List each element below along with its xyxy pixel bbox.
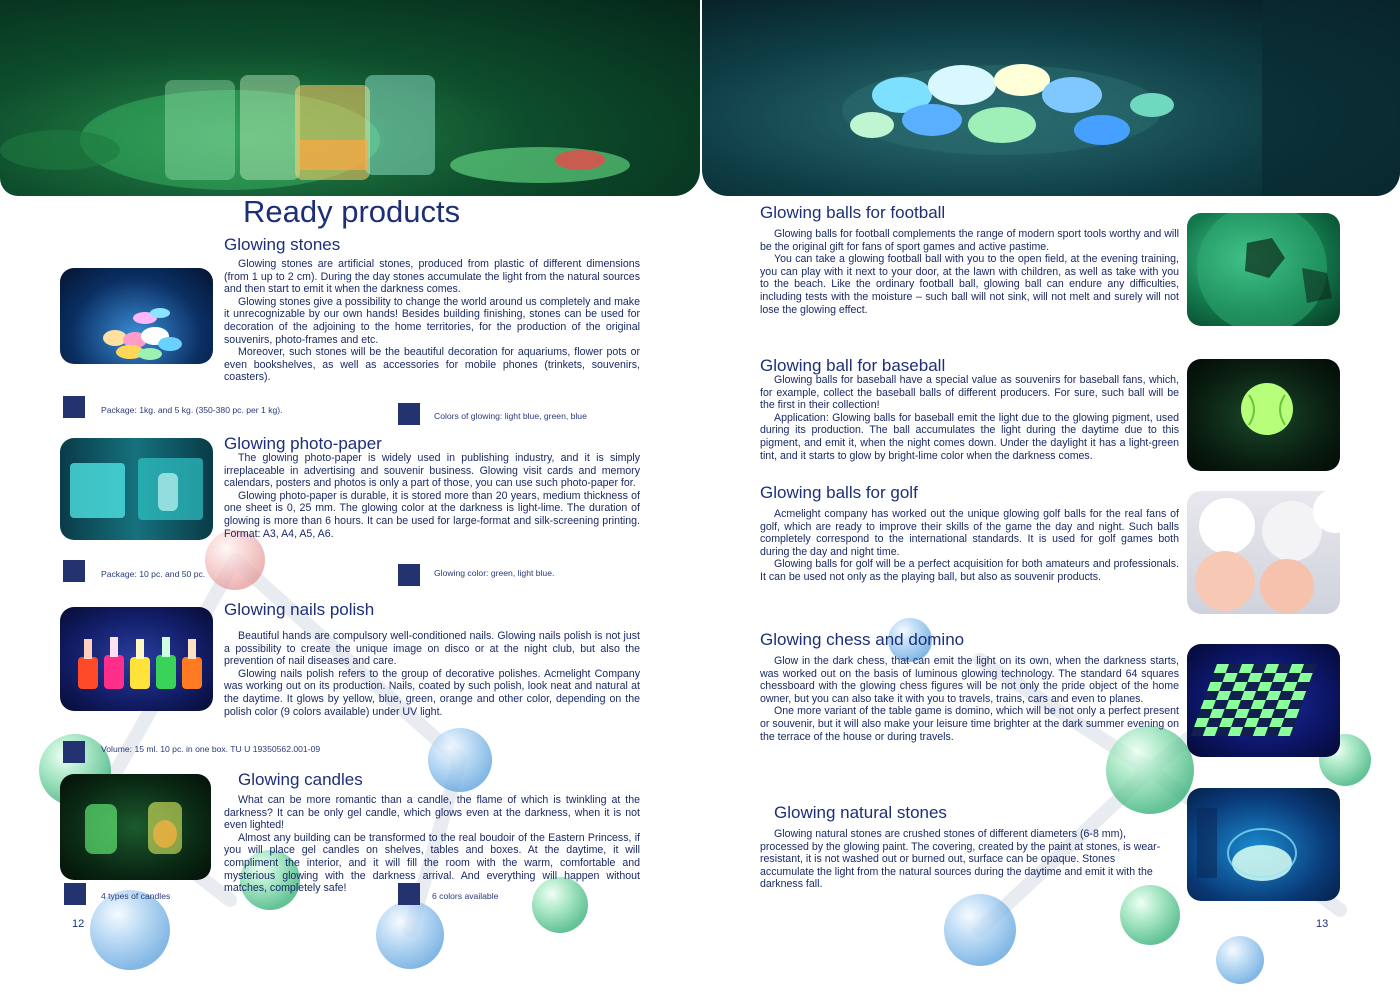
package-note: Package: 10 pc. and 50 pc. bbox=[101, 569, 206, 579]
paragraph: Glowing balls for golf will be a perfect acquisition for both amateurs and professionals. It can be used not only as the playing ball, but also as souvenir products. bbox=[760, 558, 1179, 583]
glowing-candles-text bbox=[224, 794, 640, 895]
banner-left-illustration bbox=[0, 0, 700, 196]
glowing-candles-photo bbox=[60, 774, 211, 880]
glowing-baseball-photo bbox=[1187, 359, 1340, 471]
paragraph: Glowing stones are artificial stones, produced from plastic of different dimensions (from 1 up to 2 cm). During the day stones accumulate the light from the natural sources and then start to emit it when the darkness comes. bbox=[224, 258, 640, 296]
paragraph: The glowing photo-paper is widely used in publishing industry, and it is simply irreplaceable in advertising and souvenir business. Glowing visit cards and memory calendars, posters and photos is only a part of those, you can use such photo-paper for. bbox=[224, 452, 640, 490]
package-icon bbox=[63, 741, 85, 763]
paragraph: What can be more romantic than a candle, the flame of which is twinkling at the darkness? It can be only gel candle, which glows even at the darkness, when it is not even lighted! bbox=[224, 794, 640, 832]
glowing-nails-polish-text bbox=[224, 630, 640, 718]
paragraph: Glowing natural stones are crushed stones of different diameters (6-8 mm), processed by the glowing paint. The covering, created by the paint at stones, is wear-resistant, it is not washed out or burned out, surface can be opaque. Stones accumulate the light from the natural sources during the daytime and emit it with the darkness fall. bbox=[760, 828, 1161, 891]
paragraph: Glowing stones give a possibility to change the world around us completely and make it unrecognizable by our own hands! Besides building finishing, stones can be used for decoration of the adjoining to the home territories, for the production of the original souvenirs, photo-frames and etc. bbox=[224, 295, 640, 346]
section-title-glowing-candles: Glowing candles bbox=[238, 770, 363, 789]
volume-note: Volume: 15 ml. 10 pc. in one box. TU U 19350562.001-09 bbox=[101, 744, 321, 754]
section-title-glowing-nails-polish: Glowing nails polish bbox=[224, 600, 375, 619]
section-title-glowing-ball-baseball: Glowing ball for baseball bbox=[760, 356, 946, 375]
section-title-glowing-photo-paper: Glowing photo-paper bbox=[224, 434, 382, 453]
paragraph: One more variant of the table game is domino, which will be not only a perfect present or souvenir, but it will also make your leisure time brighter at the dark summer evening on the terrace of the house or during travels. bbox=[760, 705, 1179, 743]
banner-glowing-candles-photo bbox=[0, 0, 700, 196]
colors-icon bbox=[398, 403, 420, 425]
glowing-photo-paper-photo bbox=[60, 438, 213, 540]
paragraph: Almost any building can be transformed to the real boudoir of the Eastern Princess, if you will place gel candles on shelves, tables and boxes. At the daytime, it will compliment the interior, and it will fill the room with the warm, comfortable and mysterious glowing with the darkness arrival. And everything will happen without matches, completely safe! bbox=[224, 831, 640, 895]
paragraph: You can take a glowing football ball with you to the open field, at the evening training, you can play with it next to your door, at the lawn with children, as well as take with you to the beach. Like the ordinary football ball, glowing ball can endure any difficulties, including tests with the moisture – such ball will not sink, will not melt and surely will not lose the glowing effect. bbox=[760, 253, 1179, 316]
paragraph: Glowing nails polish refers to the group of decorative polishes. Acmelight Company was working out on its production. Nails, coated by such polish, look neat and natural at the daytime. It glows by yellow, blue, green, orange and other color, depending on the polish color (9 colors available) under UV light. bbox=[224, 667, 640, 718]
glowing-natural-stones-photo bbox=[1187, 788, 1340, 901]
paragraph: Glowing photo-paper is durable, it is stored more than 20 years, medium thickness of one sheet is 0, 25 mm. The glowing color at the darkness is light-lime. The duration of glowing is more than 6 hours. It can be used for large-format and silk-screening printing. Format: A3, A4, A5, A6. bbox=[224, 489, 640, 540]
paragraph: Glowing balls for football complements the range of modern sport tools worthy and will be the original gift for fans of sport games and active pastime. bbox=[760, 228, 1179, 253]
package-icon bbox=[63, 560, 85, 582]
colors-note: 6 colors available bbox=[432, 891, 499, 901]
glowing-chess-photo bbox=[1187, 644, 1340, 757]
page-number-right: 13 bbox=[1316, 918, 1329, 930]
glowing-ball-baseball-text bbox=[760, 374, 1179, 462]
glowing-football-photo bbox=[1187, 213, 1340, 326]
glowing-balls-football-text bbox=[760, 228, 1179, 316]
paragraph: Moreover, such stones will be the beautiful decoration for aquariums, flower pots or even bookshelves, as well as accessories for mobile phones (trinkets, souvenirs, coasters). bbox=[224, 346, 640, 384]
banner-glowing-stones-photo bbox=[702, 0, 1400, 196]
glowing-natural-stones-text bbox=[760, 828, 1165, 891]
page-number-left: 12 bbox=[72, 918, 85, 930]
glowing-photo-paper-text bbox=[224, 452, 640, 540]
glowing-golf-balls-photo bbox=[1187, 491, 1340, 614]
section-title-glowing-chess-domino: Glowing chess and domino bbox=[760, 630, 965, 649]
paragraph: Acmelight company has worked out the unique glowing golf balls for the real fans of golf, which are ready to improve their skills of the game the day and night. Such balls completely correspond to the international standards. It is used for golf games both during the day and night time. bbox=[760, 508, 1179, 558]
paragraph: Glow in the dark chess, that can emit the light on its own, when the darkness starts, was worked out on the basis of luminous glowing technology. The standard 64 squares chessboard with the glowing chess figures will be not only the pride object of the home owner, but you can also take it with you to travels, trains, cars and even to planes. bbox=[760, 655, 1179, 705]
colors-note: Colors of glowing: light blue, green, blue bbox=[434, 411, 587, 421]
glowing-stones-photo bbox=[60, 268, 213, 364]
colors-icon bbox=[398, 883, 420, 905]
section-title-glowing-natural-stones: Glowing natural stones bbox=[774, 803, 947, 822]
colors-icon bbox=[398, 564, 420, 586]
section-title-glowing-balls-golf: Glowing balls for golf bbox=[760, 483, 918, 502]
paragraph: Application: Glowing balls for baseball emit the light due to the glowing pigment, used during its production. The ball accumulates the light during the daytime due to this pigment, and emit it, when the night comes down. Under the daylight it has a light-green tint, and it starts to glow by bright-lime color when the darkness comes. bbox=[760, 411, 1179, 462]
glowing-balls-golf-text bbox=[760, 508, 1179, 584]
paragraph: Beautiful hands are compulsory well-conditioned nails. Glowing nails polish is not just a possibility to create the unique image on disco or at the night club, but also the prevention of nail diseases and care. bbox=[224, 630, 640, 668]
section-title-glowing-stones: Glowing stones bbox=[224, 235, 341, 254]
paragraph: Glowing balls for baseball have a special value as souvenirs for baseball fans, which, for example, collect the baseball balls of different producers. For sure, such ball will be the first in their collection! bbox=[760, 374, 1179, 412]
candle-types-icon bbox=[64, 883, 86, 905]
glowing-chess-domino-text bbox=[760, 655, 1179, 743]
candle-types-note: 4 types of candles bbox=[101, 891, 171, 901]
package-icon bbox=[63, 396, 85, 418]
page-title: Ready products bbox=[243, 194, 461, 229]
glowing-stones-text bbox=[224, 258, 640, 384]
colors-note: Glowing color: green, light blue. bbox=[434, 568, 555, 578]
section-title-glowing-balls-football: Glowing balls for football bbox=[760, 203, 946, 222]
banner-right-illustration bbox=[702, 0, 1400, 196]
glowing-nails-polish-photo bbox=[60, 607, 213, 711]
package-note: Package: 1kg. and 5 kg. (350-380 pc. per 1 kg). bbox=[101, 405, 283, 415]
